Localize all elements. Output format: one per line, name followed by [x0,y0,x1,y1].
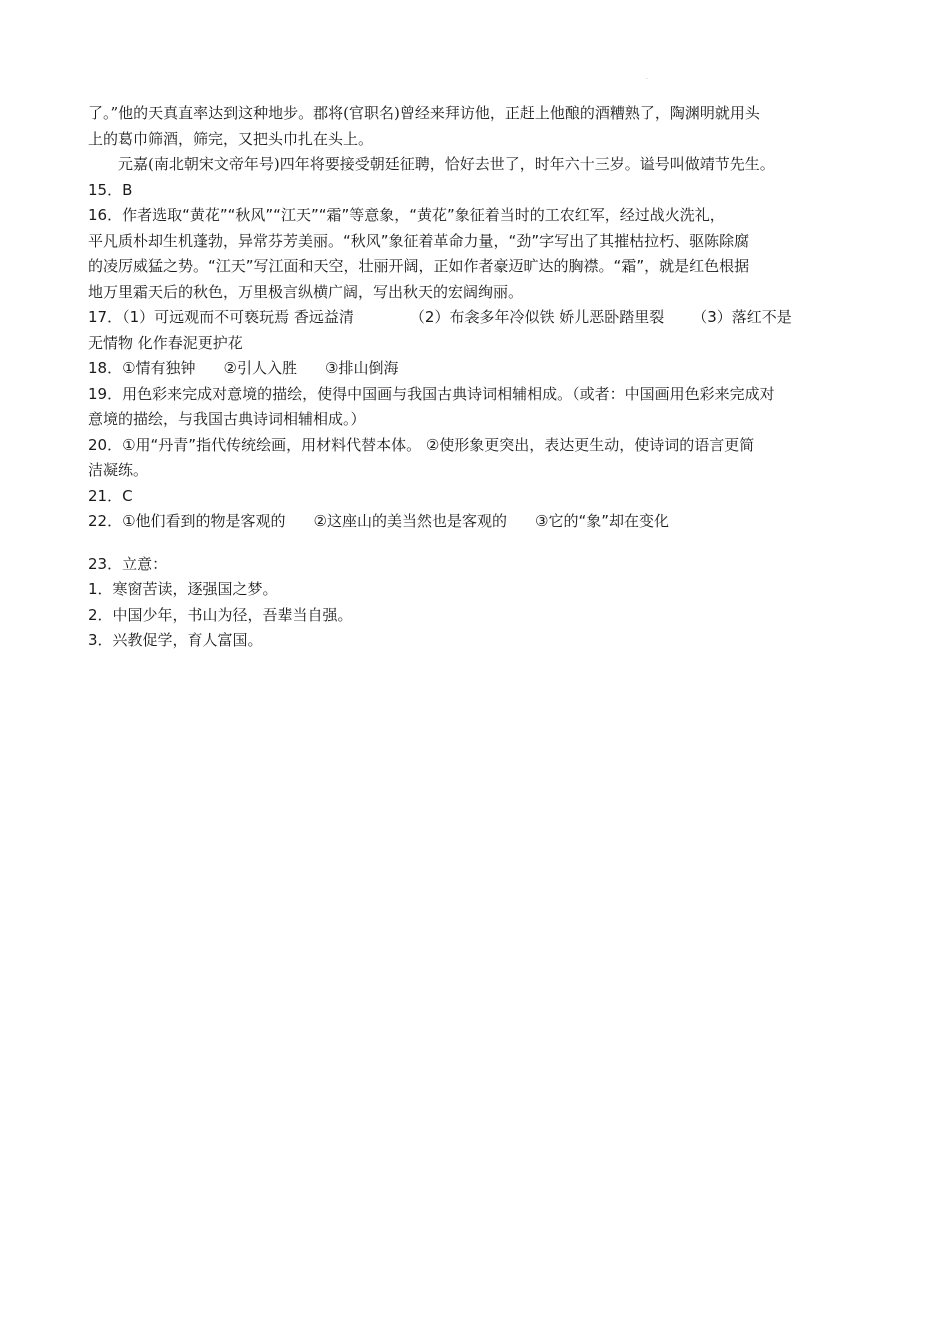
answer-17-part-3: （3）落红不是 [692,308,792,326]
answer-23-item: 1．寒窗苦读，逐强国之梦。 [88,580,278,598]
answer-18 [88,356,868,382]
answer-content [88,101,868,654]
answer-20-line: 洁凝练。 [88,461,149,479]
page-marker-dot: . [646,74,648,81]
answer-22-c: ③它的“象”却在变化 [535,512,669,530]
passage-line: 上的葛巾筛酒，筛完，又把头巾扎在头上。 [88,129,374,148]
answer-21: 21．C [88,486,133,505]
answer-16-line: 16．作者选取“黄花”“秋风”“江天”“霜”等意象，“黄花”象征着当时的工农红军，经过战火洗礼， [88,206,725,224]
answer-23-item: 3．兴教促学，育人富国。 [88,631,263,649]
paragraph-gap [88,535,868,552]
answer-18-b: ②引人入胜 [223,359,297,377]
answer-17-line [88,305,868,331]
answer-22-a: 22．①他们看到的物是客观的 [88,512,286,530]
answer-20-line: 20．①用“丹青”指代传统绘画，用材料代替本体。 ②使形象更突出，表达更生动，使诗词的语言更简 [88,435,755,454]
answer-19-line: 19．用色彩来完成对意境的描绘，使得中国画与我国古典诗词相辅相成。（或者：中国画用色彩来完成对 [88,384,775,403]
answer-18-a: 18．①情有独钟 [88,359,196,377]
answer-23-title: 23．立意： [88,554,168,573]
answer-23-item: 2．中国少年，书山为径，吾辈当自强。 [88,605,353,624]
answer-22-b: ②这座山的美当然也是客观的 [313,512,507,530]
passage-line: 了。”他的天真直率达到这种地步。郡将(官职名)曾经来拜访他，正赶上他酿的酒糟熟了，陶渊明就用头 [88,104,760,122]
answer-18-c: ③排山倒海 [325,359,399,377]
answer-17-part-2: （2）布衾多年冷似铁 娇儿恶卧踏里裂 [409,308,665,326]
passage-line: 元嘉(南北朝宋文帝年号)四年将要接受朝廷征聘，恰好去世了，时年六十三岁。谥号叫做靖节先生。 [118,155,775,173]
answer-22 [88,509,868,535]
answer-16-line: 地万里霜天后的秋色，万里极言纵横广阔，写出秋天的宏阔绚丽。 [88,282,524,301]
answer-17-line: 无情物 化作春泥更护花 [88,333,243,352]
answer-16-line: 平凡质朴却生机蓬勃，异常芬芳美丽。“秋风”象征着革命力量，“劲”字写出了其摧枯拉朽、驱陈除腐 [88,231,750,250]
answer-16-line: 的凌厉威猛之势。“江天”写江面和天空，壮丽开阔，正如作者豪迈旷达的胸襟。“霜”，就是红色根据 [88,257,750,275]
answer-15: 15．B [88,180,133,199]
answer-19-line: 意境的描绘，与我国古典诗词相辅相成。） [88,410,366,428]
answer-17-part-1: 17．（1）可远观而不可亵玩焉 香远益清 [88,308,354,326]
